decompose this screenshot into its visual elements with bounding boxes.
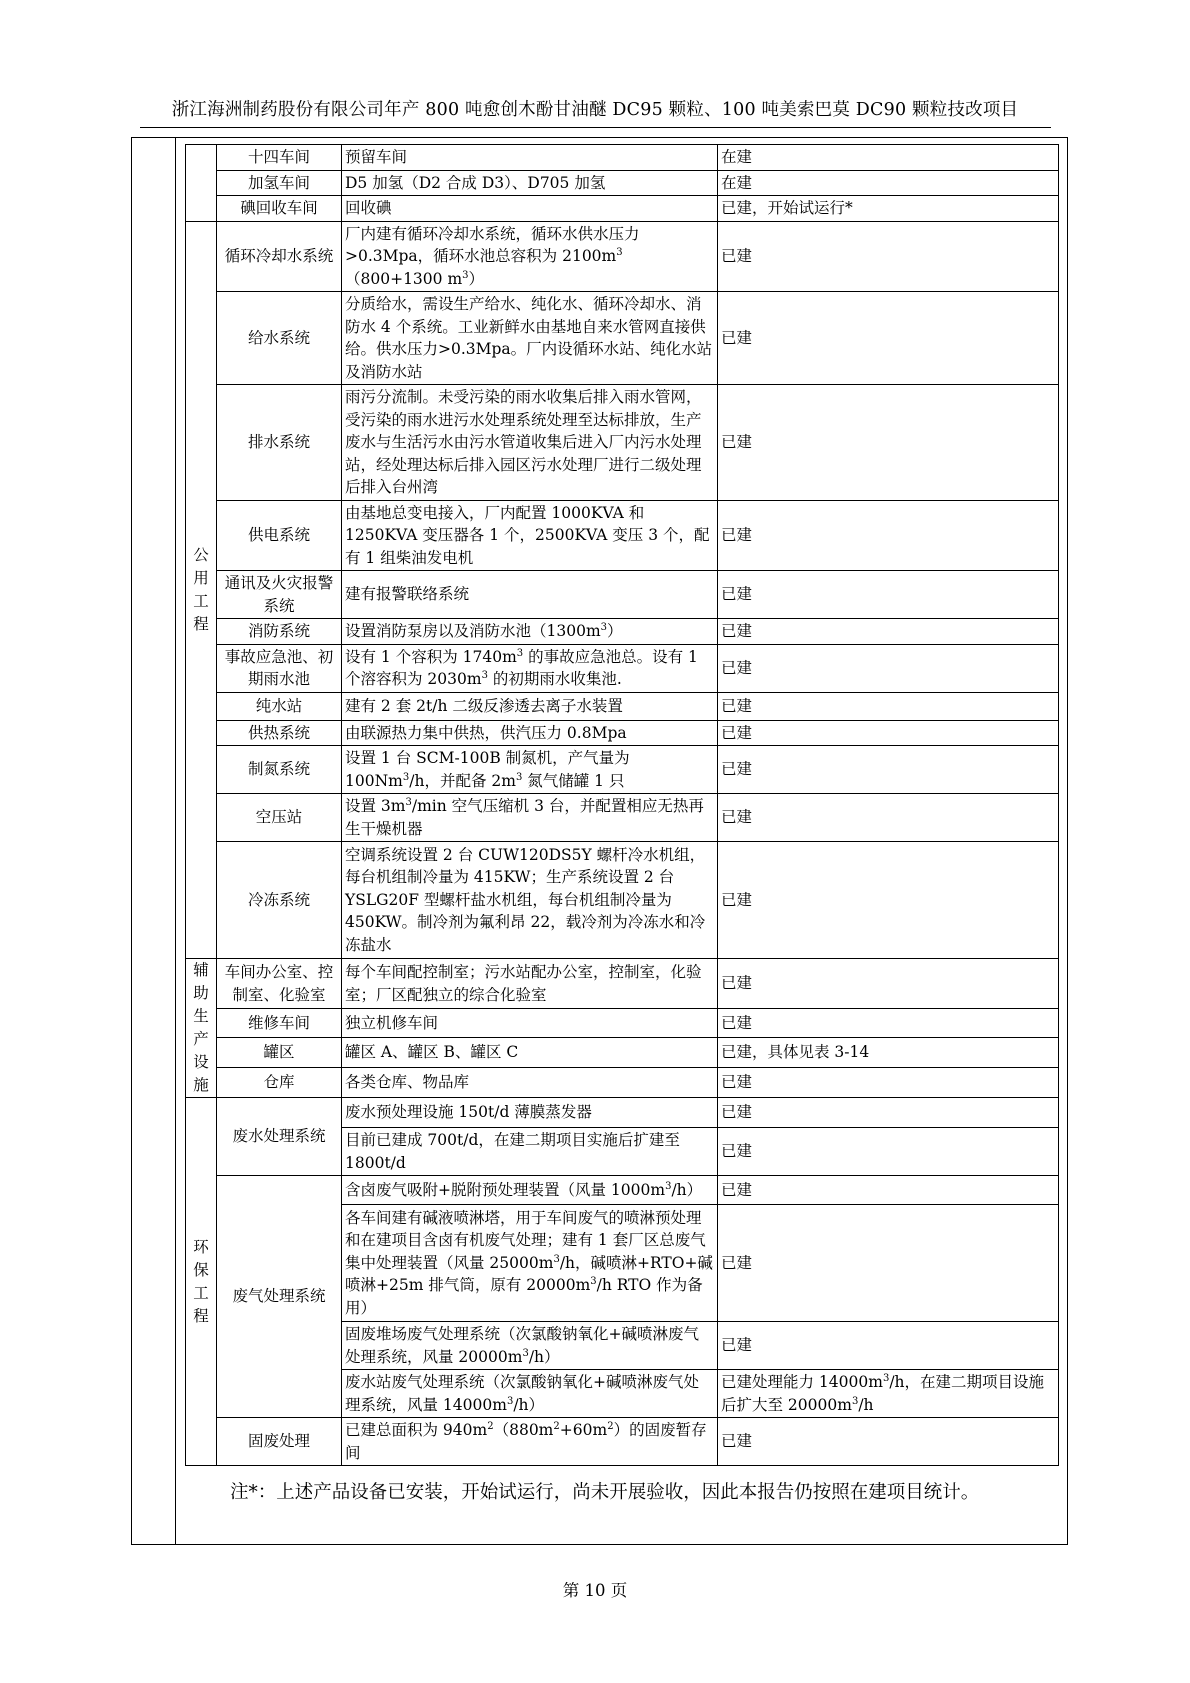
table-row <box>186 794 1059 842</box>
item-name: 碘回收车间 <box>217 196 342 222</box>
item-status: 已建 <box>718 1128 1059 1176</box>
item-status: 已建 <box>718 720 1059 746</box>
item-status: 已建 <box>718 644 1059 692</box>
table-row <box>186 196 1059 222</box>
item-name: 通讯及火灾报警系统 <box>217 571 342 619</box>
item-status: 已建 <box>718 794 1059 842</box>
item-name: 维修车间 <box>217 1009 342 1038</box>
item-status: 已建 <box>718 1205 1059 1322</box>
item-description: 回收碘 <box>342 196 718 222</box>
item-name: 制氮系统 <box>217 746 342 794</box>
item-status: 已建 <box>718 221 1059 292</box>
item-description: 罐区 A、罐区 B、罐区 C <box>342 1038 718 1067</box>
table-row <box>186 746 1059 794</box>
item-description: 由联源热力集中供热，供汽压力 0.8Mpa <box>342 720 718 746</box>
item-name: 罐区 <box>217 1038 342 1067</box>
category-environmental-engineering: 环保工程 <box>186 1098 217 1466</box>
item-description: 各车间建有碱液喷淋塔，用于车间废气的喷淋预处理和在建项目含卤有机废气处理；建有 1 套厂区总废气集中处理装置（风量 $25000m^3/h$，碱喷淋+RTO+碱喷淋+25m 排气筒，原有 $20000m^3/h$ RTO 作为备用） <box>342 1205 718 1322</box>
item-status: 已建 <box>718 571 1059 619</box>
item-description: 空调系统设置 2 台 CUW120DS5Y 螺杆冷水机组，每台机组制冷量为 415KW；生产系统设置 2 台 YSLG20F 型螺杆盐水机组，每台机组制冷量为 450KW。制冷剂为氟利昂 22，载冷剂为冷冻水和冷冻盐水 <box>342 842 718 959</box>
item-description: 建有报警联络系统 <box>342 571 718 619</box>
item-description: 废水站废气处理系统（次氯酸钠氧化+碱喷淋废气处理系统，风量 $14000m^3/h$） <box>342 1370 718 1418</box>
item-description: 预留车间 <box>342 145 718 171</box>
item-status: 已建 <box>718 1418 1059 1466</box>
category-public-engineering: 公用工程 <box>186 221 217 959</box>
item-name: 排水系统 <box>217 385 342 501</box>
item-name: 车间办公室、控制室、化验室 <box>217 959 342 1009</box>
item-name: 给水系统 <box>217 292 342 385</box>
table-row <box>186 385 1059 501</box>
project-composition-table <box>185 144 1059 1466</box>
item-status: 已建 <box>718 692 1059 720</box>
table-row <box>186 170 1059 196</box>
table-row <box>186 692 1059 720</box>
item-description: 独立机修车间 <box>342 1009 718 1038</box>
item-name: 固废处理 <box>217 1418 342 1466</box>
table-row <box>186 1176 1059 1205</box>
item-status: 在建 <box>718 170 1059 196</box>
item-description: 设置 1 台 SCM-100B 制氮机，产气量为 100Nm$^3$/h，并配备 $2m^3$ 氮气储罐 1 只 <box>342 746 718 794</box>
table-row <box>186 1098 1059 1128</box>
inner-rule <box>175 137 176 1545</box>
item-description: 厂内建有循环冷却水系统，循环水供水压力>0.3Mpa，循环水池总容积为 $2100m^3(800+1300$ $m^3$） <box>342 221 718 292</box>
item-status: 已建，具体见表 3-14 <box>718 1038 1059 1067</box>
page-number: 第 10 页 <box>562 1581 628 1600</box>
item-name: 消防系统 <box>217 619 342 645</box>
header-rule <box>140 127 1051 128</box>
item-status: 已建 <box>718 385 1059 501</box>
item-description: D5 加氢（D2 合成 D3）、D705 加氢 <box>342 170 718 196</box>
item-description: 废水预处理设施 150t/d 薄膜蒸发器 <box>342 1098 718 1128</box>
item-status: 已建 <box>718 746 1059 794</box>
item-description: 建有 2 套 2t/h 二级反渗透去离子水装置 <box>342 692 718 720</box>
item-status: 已建 <box>718 1098 1059 1128</box>
item-description: 已建总面积为 $940m^2(880m^2+60m^2)$的固废暂存间 <box>342 1418 718 1466</box>
table-row <box>186 1038 1059 1067</box>
table-row <box>186 571 1059 619</box>
item-name: 循环冷却水系统 <box>217 221 342 292</box>
item-description: 分质给水，需设生产给水、纯化水、循环冷却水、消防水 4 个系统。工业新鲜水由基地自来水管网直接供给。供水压力>0.3Mpa。厂内设循环水站、纯化水站及消防水站 <box>342 292 718 385</box>
item-status: 已建 <box>718 842 1059 959</box>
table-row <box>186 1067 1059 1097</box>
item-name: 供电系统 <box>217 500 342 571</box>
item-status: 已建 <box>718 1067 1059 1097</box>
item-name: 废气处理系统 <box>217 1176 342 1418</box>
document-header: 浙江海洲制药股份有限公司年产 800 吨愈创木酚甘油醚 DC95 颗粒、100 吨美索巴莫 DC90 颗粒技改项目 <box>171 100 1019 120</box>
category-auxiliary-facilities: 辅助生产设施 <box>186 959 217 1098</box>
table-row <box>186 619 1059 645</box>
item-description: 每个车间配控制室；污水站配办公室，控制室，化验室；厂区配独立的综合化验室 <box>342 959 718 1009</box>
category-blank-cell <box>186 145 217 222</box>
item-description: 设置消防泵房以及消防水池$(1300m^3)$ <box>342 619 718 645</box>
item-name: 事故应急池、初期雨水池 <box>217 644 342 692</box>
item-name: 供热系统 <box>217 720 342 746</box>
item-name: 仓库 <box>217 1067 342 1097</box>
item-description: 设置 $3m^3/\min$ 空气压缩机 3 台，并配置相应无热再生干燥机器 <box>342 794 718 842</box>
table-row <box>186 145 1059 171</box>
item-status: 已建 <box>718 1322 1059 1370</box>
item-status: 已建处理能力 $14000m^3/h$，在建二期项目设施后扩大至 $20000m^3/h$ <box>718 1370 1059 1418</box>
item-description: 雨污分流制。未受污染的雨水收集后排入雨水管网，受污染的雨水进污水处理系统处理至达标排放，生产废水与生活污水由污水管道收集后进入厂内污水处理站，经处理达标后排入园区污水处理厂进行二级处理后排入台州湾 <box>342 385 718 501</box>
item-description: 设有 1 个容积为 $1740m^3$ 的事故应急池总。设有 1 个溶容积为 $2030m^3$ 的初期雨水收集池. <box>342 644 718 692</box>
item-status: 已建 <box>718 1176 1059 1205</box>
table-row <box>186 720 1059 746</box>
item-description: 含卤废气吸附+脱附预处理装置（风量 $1000m^3/h$） <box>342 1176 718 1205</box>
item-status: 已建 <box>718 959 1059 1009</box>
item-name: 空压站 <box>217 794 342 842</box>
item-name: 加氢车间 <box>217 170 342 196</box>
table-row <box>186 500 1059 571</box>
item-status: 已建 <box>718 619 1059 645</box>
item-name: 冷冻系统 <box>217 842 342 959</box>
item-description: 目前已建成 700t/d，在建二期项目实施后扩建至 1800t/d <box>342 1128 718 1176</box>
item-status: 已建，开始试运行* <box>718 196 1059 222</box>
item-status: 在建 <box>718 145 1059 171</box>
item-description: 各类仓库、物品库 <box>342 1067 718 1097</box>
table-row <box>186 959 1059 1009</box>
table-row <box>186 842 1059 959</box>
table-row <box>186 292 1059 385</box>
item-status: 已建 <box>718 500 1059 571</box>
item-description: 由基地总变电接入，厂内配置 1000KVA 和 1250KVA 变压器各 1 个，2500KVA 变压 3 个，配有 1 组柴油发电机 <box>342 500 718 571</box>
table-row <box>186 1009 1059 1038</box>
item-name: 纯水站 <box>217 692 342 720</box>
item-status: 已建 <box>718 292 1059 385</box>
item-description: 固废堆场废气处理系统（次氯酸钠氧化+碱喷淋废气处理系统，风量 $20000m^3/h$） <box>342 1322 718 1370</box>
table-row <box>186 644 1059 692</box>
item-name: 十四车间 <box>217 145 342 171</box>
table-row <box>186 1418 1059 1466</box>
item-name: 废水处理系统 <box>217 1098 342 1176</box>
item-status: 已建 <box>718 1009 1059 1038</box>
table-footnote: 注*：上述产品设备已安装，开始试运行，尚未开展验收，因此本报告仍按照在建项目统计。 <box>230 1482 980 1503</box>
table-row <box>186 221 1059 292</box>
